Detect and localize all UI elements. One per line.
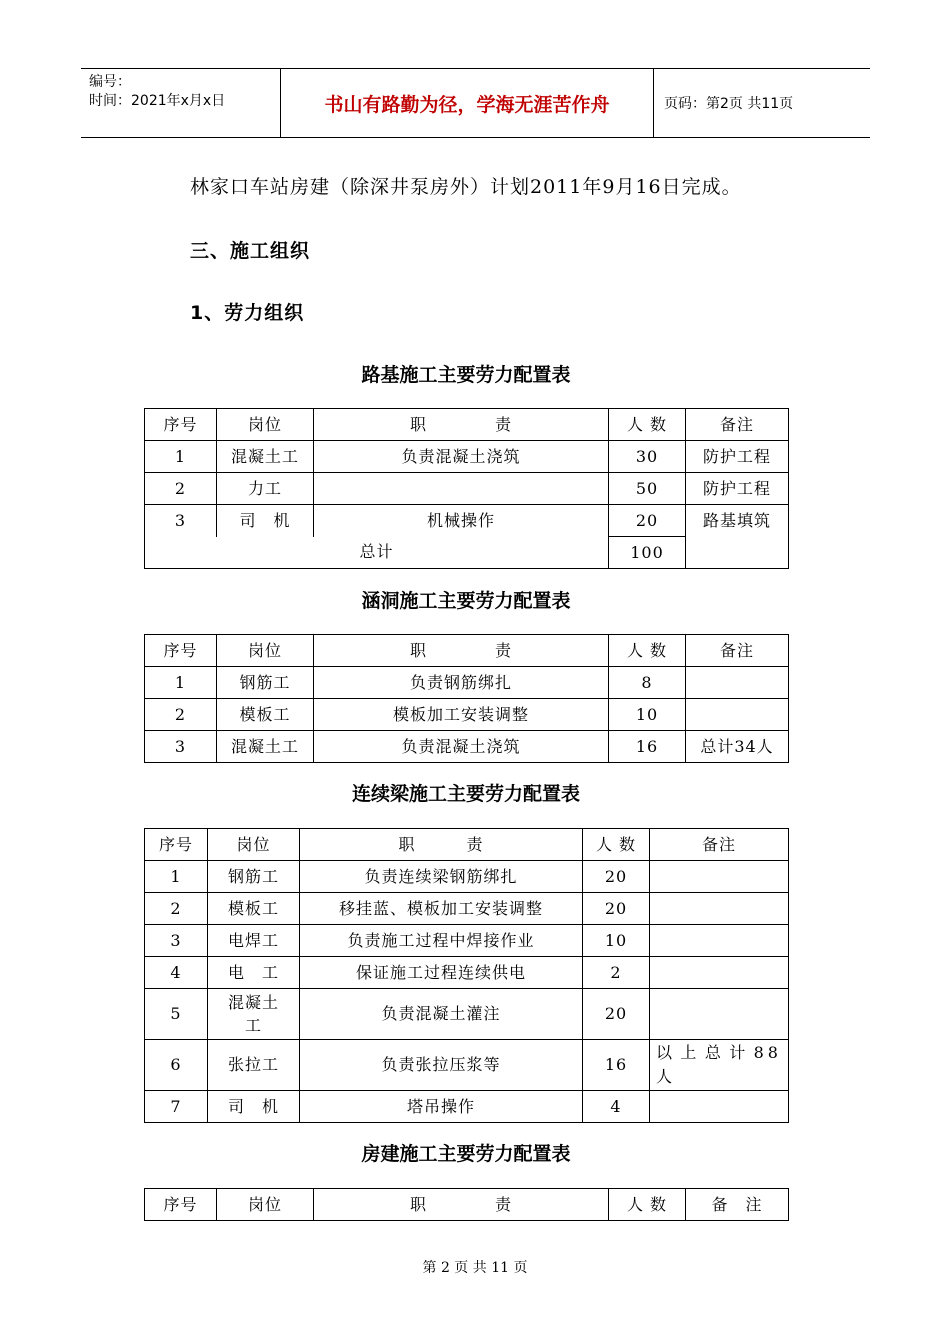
header-cell: 备注 [650,829,789,861]
cell-post: 司 机 [208,1091,300,1123]
table-row [145,667,789,699]
cell-count: 50 [609,473,686,505]
header-cell: 备注 [686,635,789,667]
cell-note: 防护工程 [686,473,789,505]
cell-index: 7 [145,1091,208,1123]
header-slogan: 书山有路勤为径，学海无涯苦作舟 [281,69,654,137]
header-cell: 序号 [145,635,217,667]
cell-note [686,699,789,731]
cell-duty: 负责张拉压浆等 [300,1040,583,1091]
cell-post: 模板工 [208,893,300,925]
cell-duty: 负责混凝土浇筑 [314,731,609,763]
cell-index: 3 [145,731,217,763]
table-row [145,473,789,505]
header-cell: 人 数 [609,635,686,667]
cell-post: 混凝土工 [208,989,300,1040]
table-header-row [145,409,789,441]
cell-note [650,989,789,1040]
cell-note [650,925,789,957]
header-cell: 序号 [145,829,208,861]
cell-post: 力工 [217,473,314,505]
cell-index: 6 [145,1040,208,1091]
cell-duty: 移挂蓝、模板加工安装调整 [300,893,583,925]
culvert-table-caption: 涵洞施工主要劳力配置表 [361,590,571,612]
cell-duty: 模板加工安装调整 [314,699,609,731]
cell-index: 1 [145,667,217,699]
cell-duty: 负责连续梁钢筋绑扎 [300,861,583,893]
header-cell: 人 数 [583,829,650,861]
cell-note [686,667,789,699]
cell-duty: 塔吊操作 [300,1091,583,1123]
cell-post: 钢筋工 [208,861,300,893]
table-row [145,925,789,957]
document-time: 时间：2021年x月x日 [89,93,226,109]
header-page-info: 页码：第2页 共11页 [664,96,794,112]
section-title: 三、施工组织 [190,240,311,262]
header-cell: 岗位 [208,829,300,861]
cell-post: 张拉工 [208,1040,300,1091]
culvert-labor-table [144,634,789,763]
cell-note: 路基填筑 [686,505,789,569]
total-label: 总计 [145,537,609,569]
header-cell: 序号 [145,1189,217,1221]
header-cell: 岗位 [217,409,314,441]
beam-labor-table [144,828,789,1123]
cell-index: 3 [145,505,217,537]
cell-duty: 保证施工过程连续供电 [300,957,583,989]
header-cell: 职 责 [300,829,583,861]
cell-post: 司 机 [217,505,314,537]
building-labor-table [144,1188,789,1221]
header-cell: 职 责 [314,635,609,667]
table-header-row [145,1189,789,1221]
cell-note [650,861,789,893]
roadbed-labor-table [144,408,789,569]
table-row [145,441,789,473]
cell-count: 20 [583,893,650,925]
building-table-caption: 房建施工主要劳力配置表 [361,1143,571,1165]
cell-count: 16 [609,731,686,763]
table-row [145,1040,789,1091]
cell-duty: 机械操作 [314,505,609,537]
total-value: 100 [609,537,686,569]
subsection-title: 1、劳力组织 [190,302,305,324]
cell-duty [314,473,609,505]
cell-duty: 负责施工过程中焊接作业 [300,925,583,957]
cell-count: 10 [583,925,650,957]
cell-index: 2 [145,699,217,731]
cell-post: 混凝土工 [217,731,314,763]
cell-note [650,957,789,989]
header-cell: 备注 [686,409,789,441]
header-meta [81,69,281,137]
cell-index: 2 [145,473,217,505]
cell-index: 2 [145,893,208,925]
cell-duty: 负责钢筋绑扎 [314,667,609,699]
cell-index: 4 [145,957,208,989]
cell-note [650,1091,789,1123]
cell-post: 模板工 [217,699,314,731]
cell-count: 8 [609,667,686,699]
table-row [145,989,789,1040]
cell-count: 20 [609,505,686,537]
cell-count: 4 [583,1091,650,1123]
cell-note: 以上总计88人 [650,1040,789,1091]
table-row [145,861,789,893]
header-cell: 职 责 [314,409,609,441]
cell-count: 20 [583,989,650,1040]
roadbed-table-caption: 路基施工主要劳力配置表 [361,364,571,386]
cell-count: 2 [583,957,650,989]
cell-index: 5 [145,989,208,1040]
cell-note: 防护工程 [686,441,789,473]
page-header [81,68,870,138]
cell-count: 16 [583,1040,650,1091]
cell-count: 30 [609,441,686,473]
table-row [145,699,789,731]
table-row [145,1091,789,1123]
cell-note [650,893,789,925]
cell-duty: 负责混凝土浇筑 [314,441,609,473]
header-cell: 岗位 [217,635,314,667]
table-row [145,731,789,763]
header-cell: 序号 [145,409,217,441]
cell-post: 混凝土工 [217,441,314,473]
table-row [145,957,789,989]
cell-post: 钢筋工 [217,667,314,699]
cell-count: 20 [583,861,650,893]
cell-post: 电 工 [208,957,300,989]
cell-post: 电焊工 [208,925,300,957]
document-number: 编号： [89,74,131,90]
header-cell: 岗位 [217,1189,314,1221]
cell-duty: 负责混凝土灌注 [300,989,583,1040]
header-cell: 人 数 [609,1189,686,1221]
cell-index: 1 [145,441,217,473]
table-header-row [145,635,789,667]
cell-note: 总计34人 [686,731,789,763]
table-row [145,893,789,925]
header-cell: 人 数 [609,409,686,441]
header-cell: 备 注 [686,1189,789,1221]
intro-paragraph: 林家口车站房建（除深井泵房外）计划2011年9月16日完成。 [190,176,742,198]
cell-index: 3 [145,925,208,957]
beam-table-caption: 连续梁施工主要劳力配置表 [351,783,580,805]
page-footer: 第 2 页 共 11 页 [422,1260,528,1276]
table-header-row [145,829,789,861]
cell-index: 1 [145,861,208,893]
table-row [145,505,789,537]
header-cell: 职 责 [314,1189,609,1221]
cell-count: 10 [609,699,686,731]
